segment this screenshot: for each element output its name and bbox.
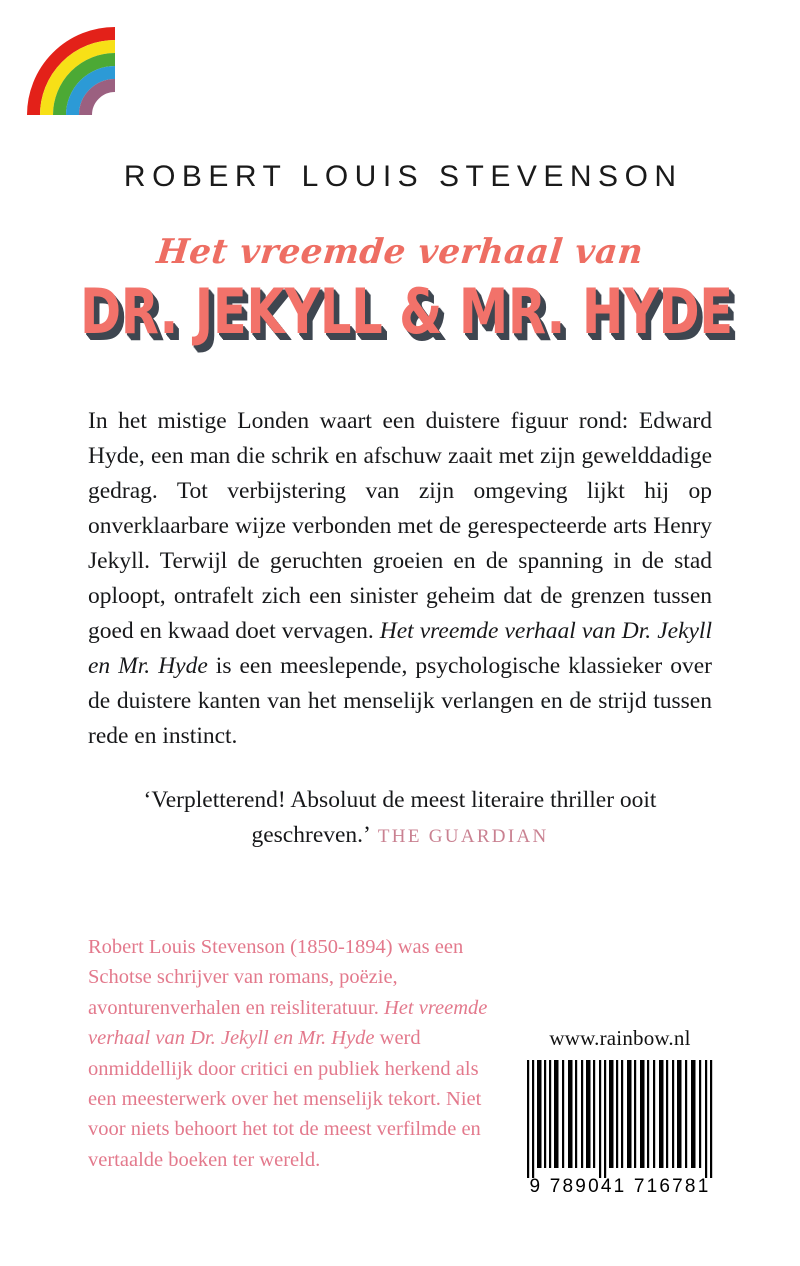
author-bio	[88, 932, 488, 1175]
book-title: DR. JEKYLL & MR. HYDE	[80, 275, 733, 348]
author-bio-work-title: Het vreemde verhaal van Dr. Jekyll en Mr. Hyde	[88, 996, 488, 1050]
title-script-line: Het vreemde verhaal van	[154, 232, 646, 272]
rainbow-arc-icon	[27, 27, 115, 115]
blurb-work-title: Het vreemde verhaal van Dr. Jekyll en Mr. Hyde	[88, 618, 712, 679]
isbn-barcode	[523, 1060, 718, 1178]
blurb-text-part-1: In het mistige Londen waart een duistere figuur rond: Edward Hyde, een man die schrik en afschuw zaait met zijn gewelddadige gedrag. Tot verbijstering van zijn omgeving lijkt hij op onverklaarbare wijze verbonden met de gerespecteerde arts Henry Jekyll. Terwijl de geruchten groeien en de spanning in de stad oploopt, ontrafelt zich een sinister geheim dat de grenzen tussen goed en kwaad doet vervagen.	[88, 408, 712, 644]
pull-quote	[88, 783, 712, 854]
author-bio-part-1: Robert Louis Stevenson (1850-1894) was een Schotse schrijver van romans, poëzie, avonturenverhalen en reisliteratuur.	[88, 936, 464, 1019]
author-name: ROBERT LOUIS STEVENSON	[123, 160, 683, 193]
isbn-number: 9 789041 716781	[529, 1176, 711, 1197]
blurb-paragraph	[88, 404, 712, 754]
pull-quote-source: THE GUARDIAN	[377, 826, 549, 847]
blurb-text-part-2: is een meeslepende, psychologische klassieker over de duistere kanten van het menselijk verlangen en de strijd tussen rede en instinct.	[88, 653, 712, 749]
rainbow-logo	[27, 27, 115, 115]
publisher-block	[516, 1026, 724, 1198]
author-bio-part-2: werd onmiddellijk door critici en publiek herkend als een meesterwerk over het menselijk tekort. Niet voor niets behoort het tot de meest verfilmde en vertaalde boeken ter wereld.	[88, 1027, 482, 1171]
pull-quote-text: ‘Verpletterend! Absoluut de meest literaire thriller ooit geschreven.’	[143, 787, 657, 848]
publisher-url[interactable]: www.rainbow.nl	[549, 1026, 691, 1050]
